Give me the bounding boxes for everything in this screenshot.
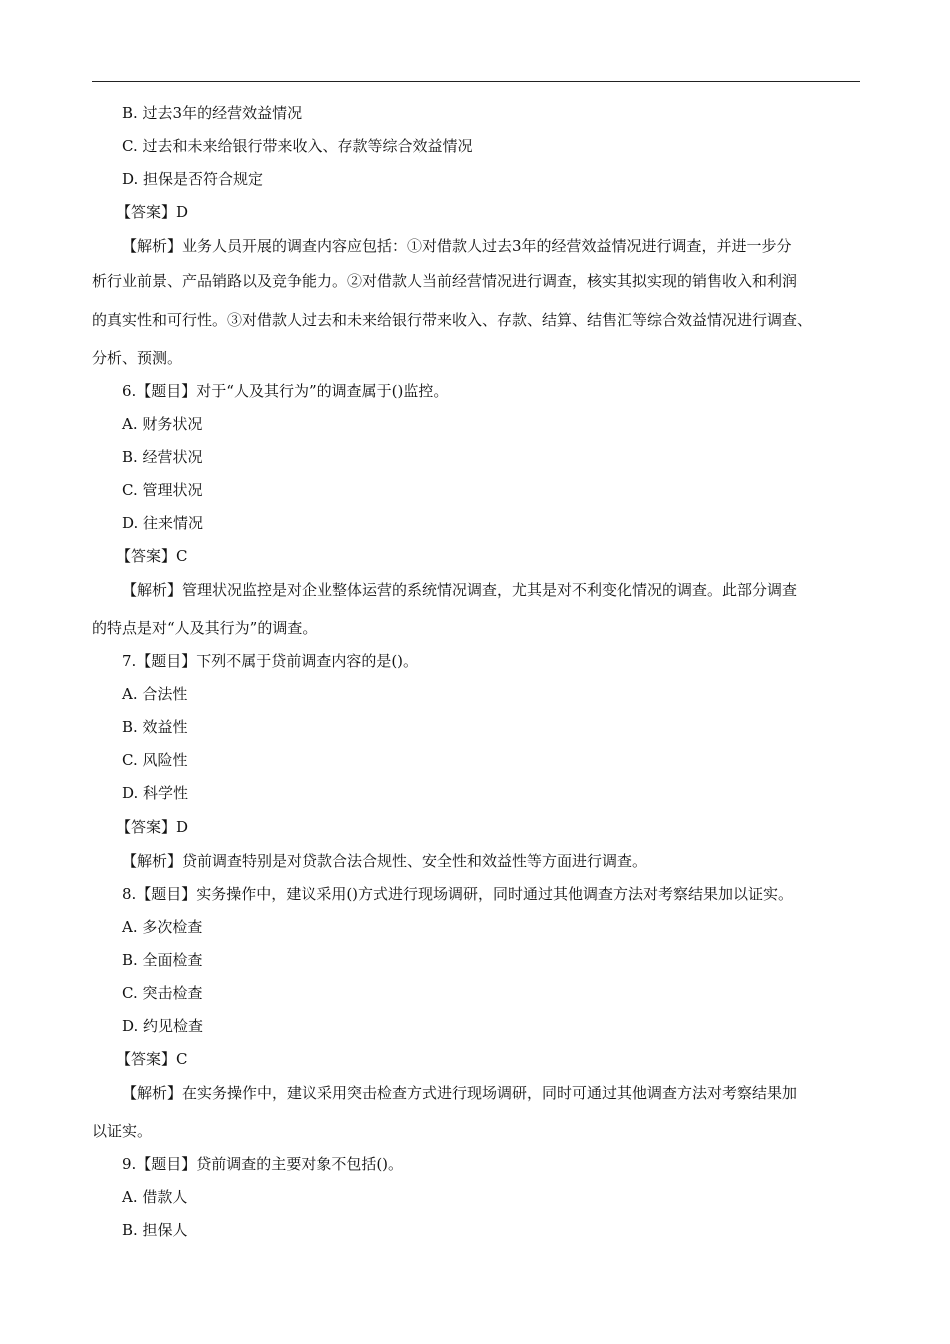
analysis-line: 【解析】贷前调查特别是对贷款合法合规性、安全性和效益性等方面进行调查。 [122, 852, 648, 870]
answer-line: 【答案】D [116, 818, 189, 836]
option-b: B. 全面检查 [122, 951, 203, 969]
option-d: D. 往来情况 [122, 514, 204, 532]
option-a: A. 借款人 [122, 1188, 188, 1206]
question-9: 9.【题目】贷前调查的主要对象不包括()。 [122, 1155, 404, 1173]
option-a: A. 多次检查 [122, 918, 203, 936]
option-d: D. 担保是否符合规定 [122, 170, 264, 188]
option-a: A. 财务状况 [122, 415, 203, 433]
answer-line: 【答案】C [116, 1050, 188, 1068]
option-c: C. 管理状况 [122, 481, 203, 499]
analysis-line: 的特点是对“人及其行为”的调查。 [92, 619, 318, 637]
header-rule [92, 81, 860, 82]
question-7: 7.【题目】下列不属于贷前调查内容的是()。 [122, 652, 419, 670]
analysis-line: 析行业前景、产品销路以及竞争能力。②对借款人当前经营情况进行调查，核实其拟实现的销售收入和利润 [92, 272, 798, 290]
option-d: D. 约见检查 [122, 1017, 204, 1035]
question-6: 6.【题目】对于“人及其行为”的调查属于()监控。 [122, 382, 449, 400]
analysis-line: 【解析】业务人员开展的调查内容应包括：①对借款人过去3年的经营效益情况进行调查，并进一步分 [122, 237, 792, 255]
analysis-line: 分析、预测。 [92, 349, 183, 367]
analysis-line: 【解析】在实务操作中，建议采用突击检查方式进行现场调研，同时可通过其他调查方法对考察结果加 [122, 1084, 798, 1102]
option-b: B. 担保人 [122, 1221, 188, 1239]
analysis-line: 以证实。 [92, 1122, 153, 1140]
question-8: 8.【题目】实务操作中，建议采用()方式进行现场调研，同时通过其他调查方法对考察结果加以证实。 [122, 885, 794, 903]
answer-line: 【答案】C [116, 547, 188, 565]
option-c: C. 风险性 [122, 751, 188, 769]
option-a: A. 合法性 [122, 685, 188, 703]
option-b: B. 过去3年的经营效益情况 [122, 104, 303, 122]
option-b: B. 经营状况 [122, 448, 203, 466]
answer-line: 【答案】D [116, 203, 189, 221]
analysis-line: 【解析】管理状况监控是对企业整体运营的系统情况调查，尤其是对不利变化情况的调查。此部分调查 [122, 581, 798, 599]
option-c: C. 过去和未来给银行带来收入、存款等综合效益情况 [122, 137, 473, 155]
option-b: B. 效益性 [122, 718, 188, 736]
option-c: C. 突击检查 [122, 984, 203, 1002]
option-d: D. 科学性 [122, 784, 189, 802]
analysis-line: 的真实性和可行性。③对借款人过去和未来给银行带来收入、存款、结算、结售汇等综合效益情况进行调查、 [92, 311, 813, 329]
